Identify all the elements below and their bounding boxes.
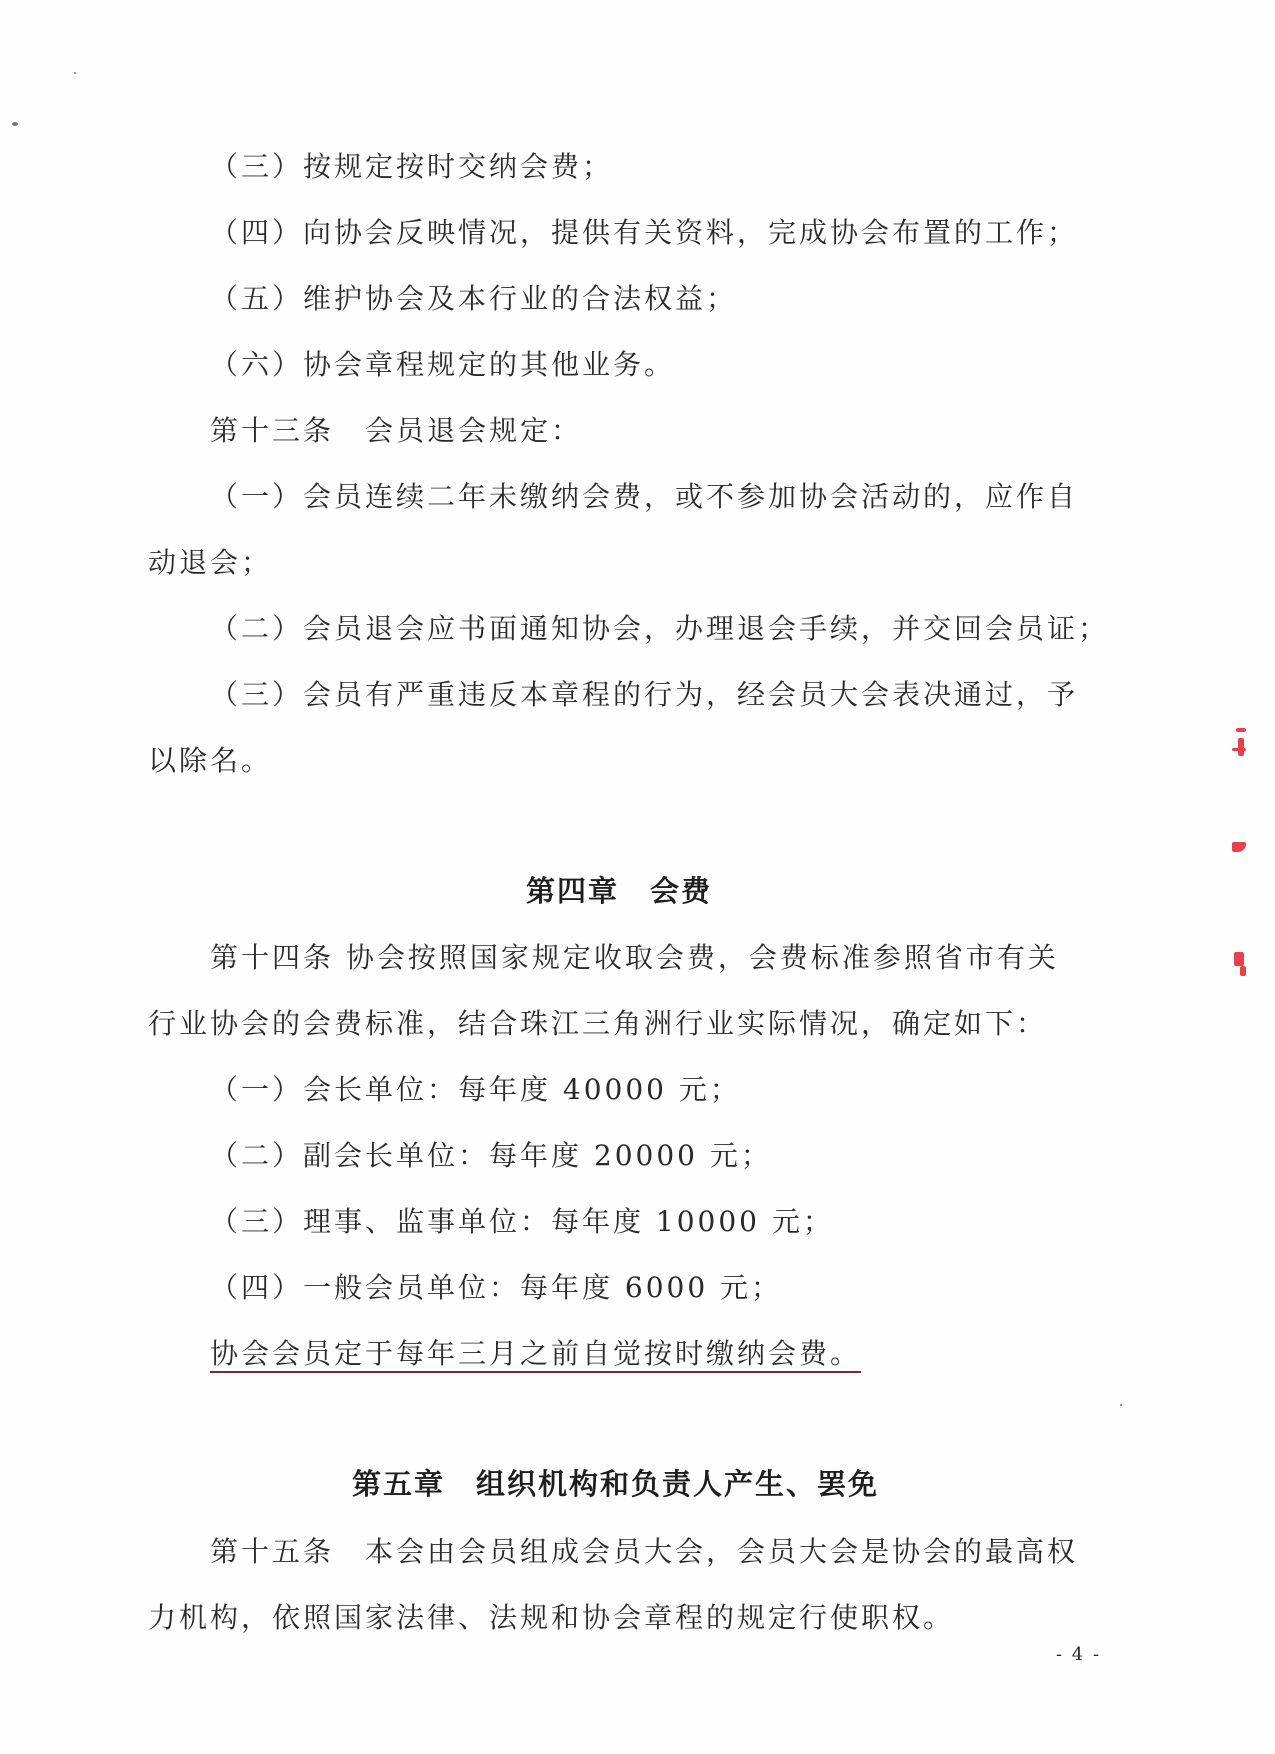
fee-payment-note: 协会会员定于每年三月之前自觉按时缴纳会费。: [210, 1337, 862, 1370]
obligation-item-6: （六）协会章程规定的其他业务。: [210, 348, 676, 381]
article-14-line-2: 行业协会的会费标准，结合珠江三角洲行业实际情况，确定如下：: [148, 1007, 1048, 1040]
fee-item-vice-president: （二）副会长单位：每年度 20000 元；: [210, 1139, 772, 1172]
fee-item-president: （一）会长单位：每年度 40000 元；: [210, 1073, 741, 1106]
fee-item-director: （三）理事、监事单位：每年度 10000 元；: [210, 1205, 834, 1238]
obligation-item-4: （四）向协会反映情况，提供有关资料，完成协会布置的工作；: [210, 216, 1079, 249]
chapter-5-heading: 第五章 组织机构和负责人产生、罢免: [352, 1467, 880, 1501]
withdrawal-item-2: （二）会员退会应书面通知协会，办理退会手续，并交回会员证；: [210, 612, 1110, 645]
withdrawal-item-3: （三）会员有严重违反本章程的行为，经会员大会表决通过，予: [210, 678, 1079, 711]
chapter-4-heading: 第四章 会费: [526, 874, 713, 908]
fee-item-general: （四）一般会员单位：每年度 6000 元；: [210, 1271, 783, 1304]
article-13-title: 第十三条 会员退会规定：: [210, 414, 583, 447]
withdrawal-item-1-cont: 动退会；: [148, 546, 273, 579]
article-15-line-2: 力机构，依照国家法律、法规和协会章程的规定行使职权。: [148, 1601, 955, 1634]
article-15-line-1: 第十五条 本会由会员组成会员大会，会员大会是协会的最高权: [210, 1535, 1079, 1568]
obligation-item-3: （三）按规定按时交纳会费；: [210, 150, 614, 183]
withdrawal-item-3-cont: 以除名。: [148, 744, 273, 777]
obligation-item-5: （五）维护协会及本行业的合法权益；: [210, 282, 738, 315]
page-number: - 4 -: [1056, 1644, 1102, 1665]
article-14-line-1: 第十四条 协会按照国家规定收取会费，会费标准参照省市有关: [210, 941, 1059, 974]
withdrawal-item-1: （一）会员连续二年未缴纳会费，或不参加协会活动的，应作自: [210, 480, 1079, 513]
